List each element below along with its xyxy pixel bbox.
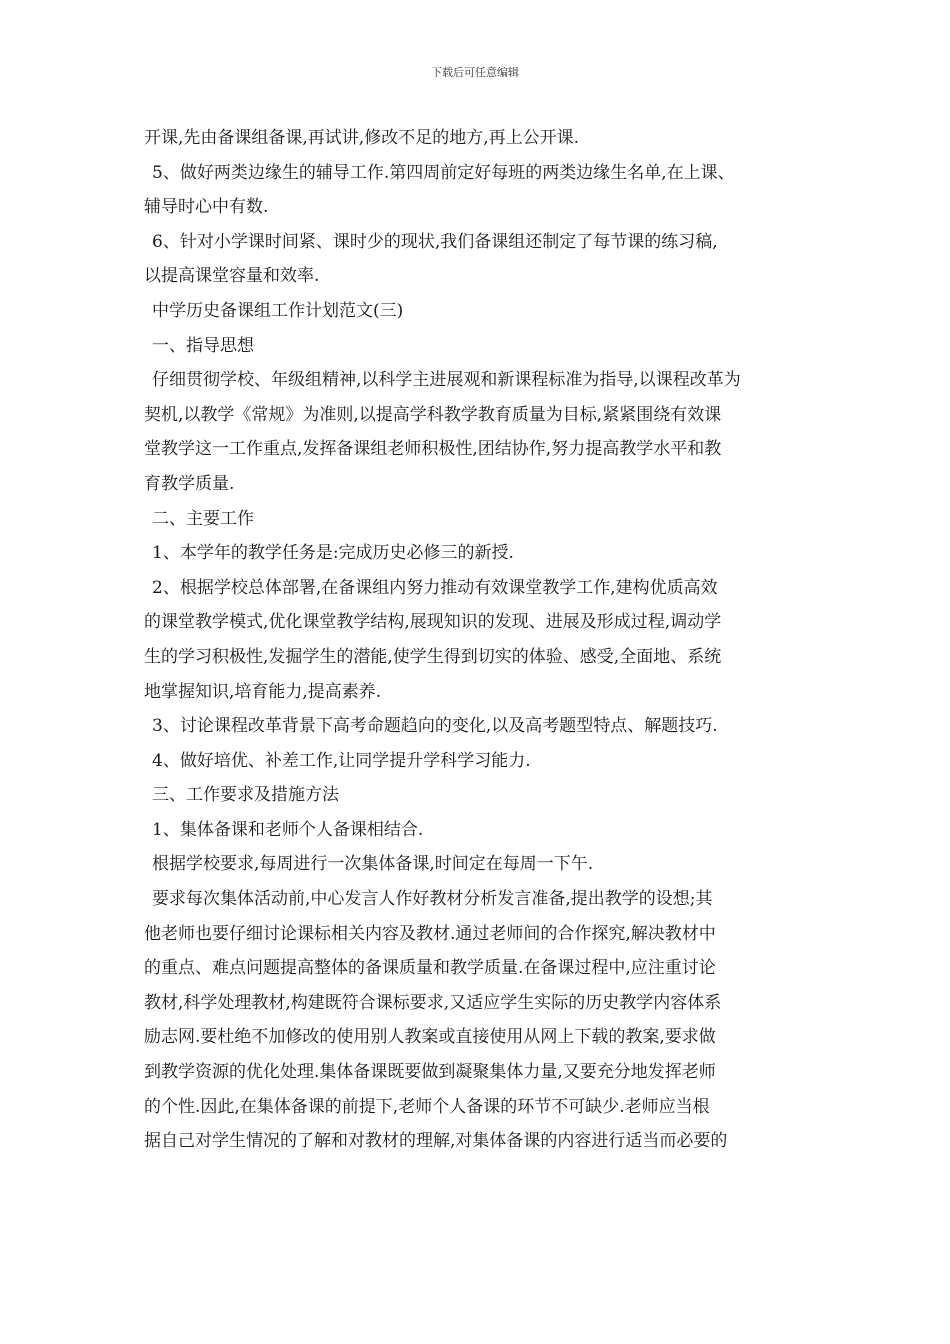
text-line: 根据学校要求,每周进行一次集体备课,时间定在每周一下午. (152, 854, 594, 875)
text-line: 据自己对学生情况的了解和对教材的理解,对集体备课的内容进行适当而必要的 (144, 1131, 728, 1152)
text-line: 仔细贯彻学校、年级组精神,以科学主进展观和新课程标准为指导,以课程改革为 (152, 370, 741, 391)
text-line: 的个性.因此,在集体备课的前提下,老师个人备课的环节不可缺少.老师应当根 (144, 1096, 710, 1117)
text-line: 辅导时心中有数. (144, 197, 269, 218)
text-line: 开课,先由备课组备课,再试讲,修改不足的地方,再上公开课. (144, 128, 580, 148)
text-line: 到教学资源的优化处理.集体备课既要做到凝聚集体力量,又要充分地发挥老师 (144, 1062, 716, 1083)
text-line: 教材,科学处理教材,构建既符合课标要求,又适应学生实际的历史教学内容体系 (144, 992, 722, 1013)
text-line: 生的学习积极性,发掘学生的潜能,使学生得到切实的体验、感受,全面地、系统 (144, 646, 722, 667)
text-line: 二、主要工作 (152, 508, 254, 529)
text-line: 的重点、难点问题提高整体的备课质量和教学质量.在备课过程中,应注重讨论 (144, 958, 716, 979)
text-line: 堂教学这一工作重点,发挥备课组老师积极性,团结协作,努力提高教学水平和教 (144, 439, 722, 460)
text-line: 1、集体备课和老师个人备课相结合. (152, 819, 424, 840)
document-body (144, 121, 814, 1159)
text-line: 一、指导思想 (152, 335, 254, 356)
text-line: 三、工作要求及措施方法 (152, 785, 339, 806)
text-line: 他老师也要仔细讨论课标相关内容及教材.通过老师间的合作探究,解决教材中 (144, 923, 716, 944)
text-line: 要求每次集体活动前,中心发言人作好教材分析发言准备,提出教学的设想;其 (152, 889, 713, 910)
text-line: 的课堂教学模式,优化课堂教学结构,展现知识的发现、进展及形成过程,调动学 (144, 612, 722, 633)
text-line: 契机,以教学《常规》为准则,以提高学科教学教育质量为目标,紧紧围绕有效课 (144, 404, 722, 425)
text-line: 中学历史备课组工作计划范文(三) (152, 300, 404, 321)
text-line: 3、讨论课程改革背景下高考命题趋向的变化,以及高考题型特点、解题技巧. (152, 716, 718, 737)
text-line: 1、本学年的教学任务是:完成历史必修三的新授. (152, 543, 514, 564)
text-line: 励志网.要杜绝不加修改的使用别人教案或直接使用从网上下载的教案,要求做 (144, 1027, 716, 1048)
text-line: 以提高课堂容量和效率. (144, 266, 320, 287)
header-note: 下载后可任意编辑 (431, 66, 519, 79)
text-line: 6、针对小学课时间紧、课时少的现状,我们备课组还制定了每节课的练习稿, (152, 231, 718, 252)
text-line: 2、根据学校总体部署,在备课组内努力推动有效课堂教学工作,建构优质高效 (152, 577, 718, 598)
text-line: 育教学质量. (144, 473, 235, 494)
text-line: 地掌握知识,培育能力,提高素养. (144, 681, 382, 702)
text-line: 4、做好培优、补差工作,让同学提升学科学习能力. (152, 750, 531, 771)
text-line: 5、做好两类边缘生的辅导工作.第四周前定好每班的两类边缘生名单,在上课、 (152, 162, 735, 183)
